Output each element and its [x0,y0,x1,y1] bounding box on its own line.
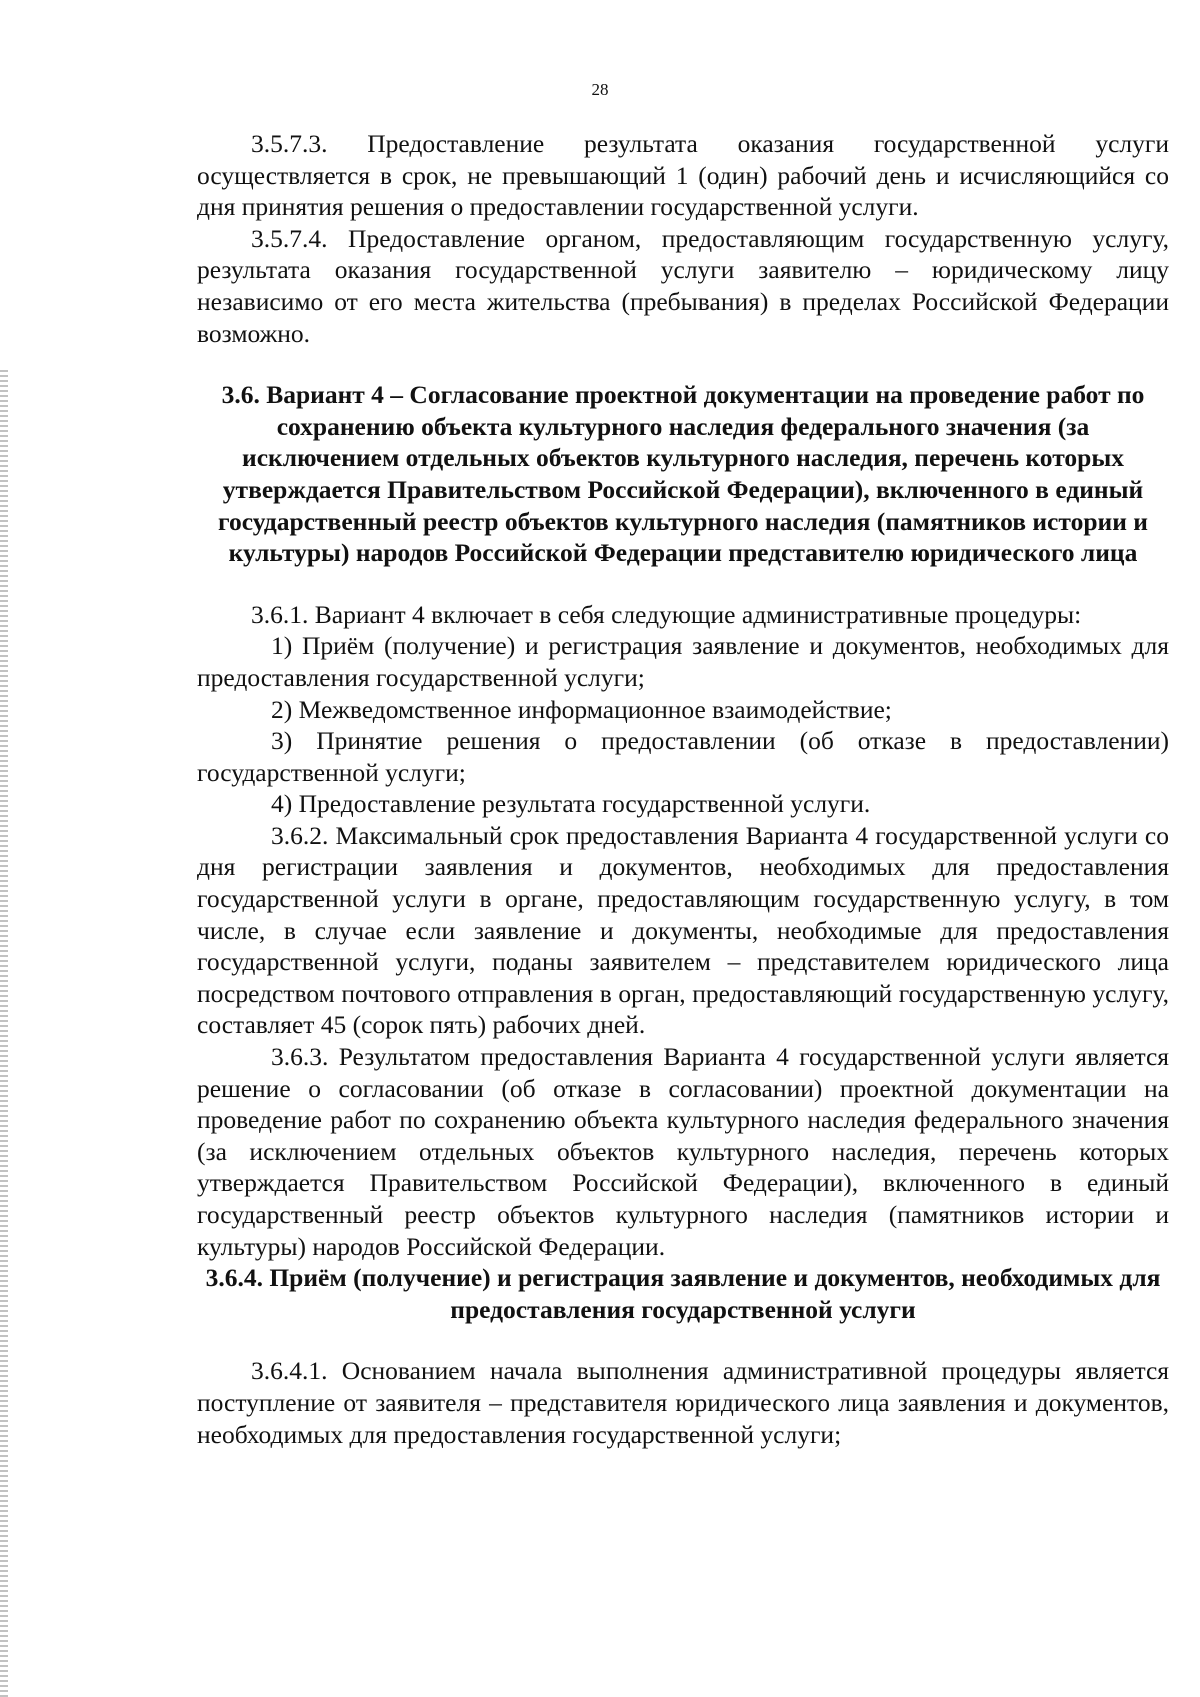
paragraph-3-6-2: 3.6.2. Максимальный срок предоставления Варианта 4 государственной услуги со дня регистрации заявления и документов, необходимых для предоставления государственной услуги в органе, предоставляющим государственную услугу, в том числе, в случае если заявление и документы, необходимые для предоставления государственной услуги, поданы заявителем – представителем юридического лица посредством почтового отправления в орган, предоставляющий государственную услугу, составляет 45 (сорок пять) рабочих дней. [197,820,1169,1040]
list-item: 1) Приём (получение) и регистрация заявление и документов, необходимых для предоставления государственной услуги; [197,631,1169,692]
section-heading-3-6: 3.6. Вариант 4 – Согласование проектной документации на проведение работ по сохранению объекта культурного наследия федерального значения (за исключением отдельных объектов культурного наследия, перечень которых утверждается Правительством Российской Федерации), включенного в единый государственный реестр объектов культурного наследия (памятников истории и культуры) народов Российской Федерации представителю юридического лица [218,380,1148,568]
paragraph-3-5-7-4: 3.5.7.4. Предоставление органом, предоставляющим государственную услугу, результата оказания государственной услуги заявителю – юридическому лицу независимо от его места жительства (пребывания) в пределах Российской Федерации возможно. [197,223,1169,348]
list-item: 4) Предоставление результата государственной услуги. [271,789,871,819]
document-body [197,128,1169,1450]
scan-edge-artifact [0,370,8,1697]
paragraph-3-6-4-1: 3.6.4.1. Основанием начала выполнения административной процедуры является поступление от заявителя – представителя юридического лица заявления и документов, необходимых для предоставления государственной услуги; [197,1356,1169,1449]
section-heading-3-6-4: 3.6.4. Приём (получение) и регистрация заявление и документов, необходимых для предоставления государственной услуги [205,1263,1161,1324]
page-number: 28 [591,80,609,99]
paragraph-3-5-7-3: 3.5.7.3. Предоставление результата оказания государственной услуги осуществляется в срок, не превышающий 1 (один) рабочий день и исчисляющийся со дня принятия решения о предоставлении государственной услуги. [197,129,1169,222]
paragraph-3-6-3: 3.6.3. Результатом предоставления Варианта 4 государственной услуги является решение о согласовании (об отказе в согласовании) проектной документации на проведение работ по сохранению объекта культурного наследия федерального значения (за исключением отдельных объектов культурного наследия, перечень которых утверждается Правительством Российской Федерации), включенного в единый государственный реестр объектов культурного наследия (памятников истории и культуры) народов Российской Федерации. [197,1042,1169,1261]
list-item: 3) Принятие решения о предоставлении (об отказе в предоставлении) государственной услуги; [197,726,1169,787]
list-item: 2) Межведомственное информационное взаимодействие; [271,694,892,724]
paragraph-3-6-1: 3.6.1. Вариант 4 включает в себя следующие административные процедуры: [251,599,1082,629]
